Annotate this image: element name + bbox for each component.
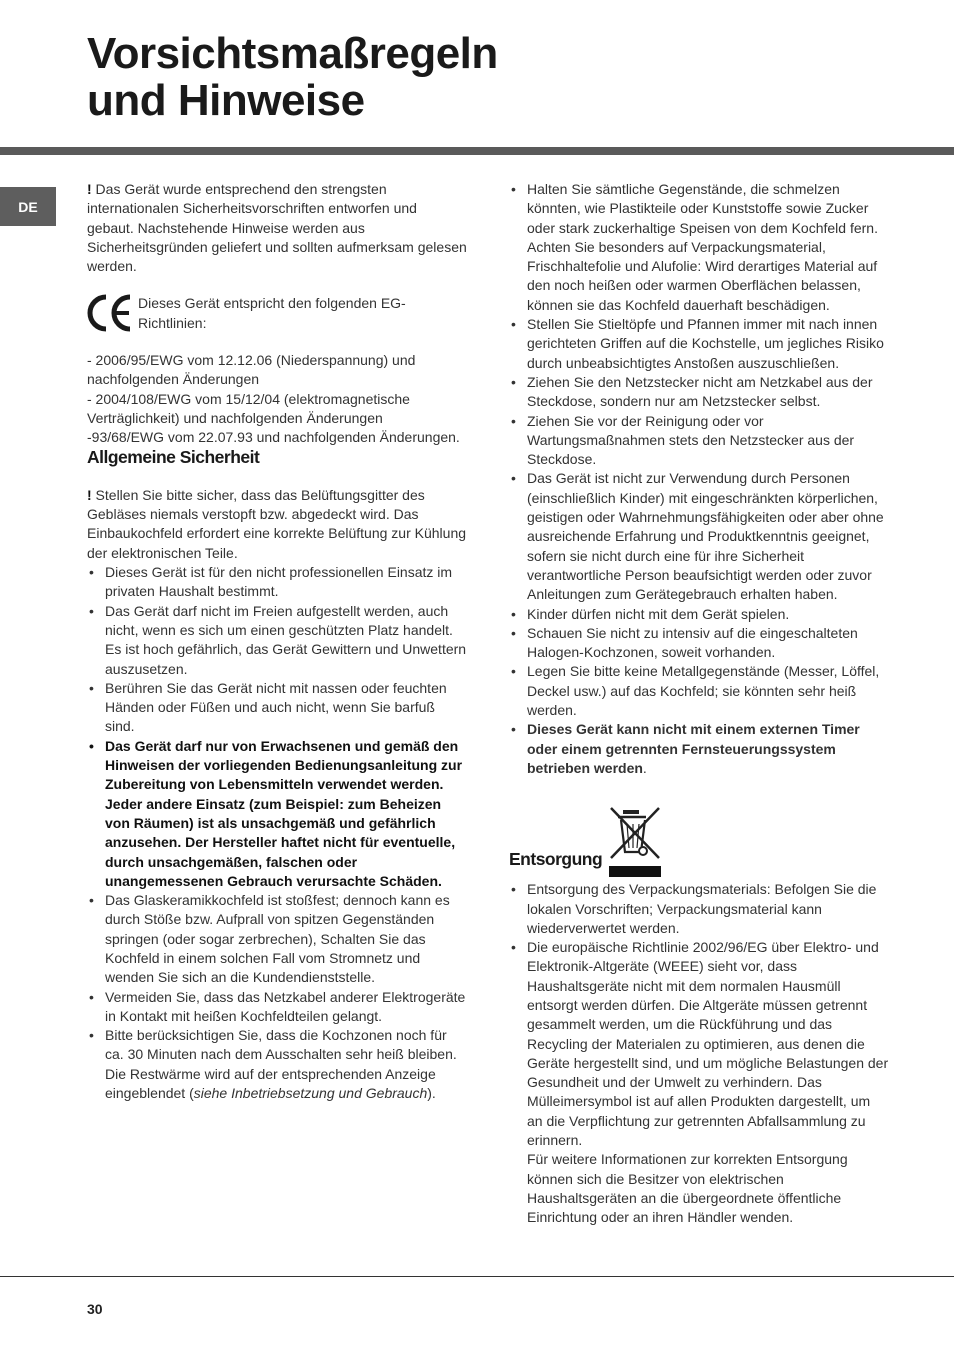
list-item: • Legen Sie bitte keine Metallgegenstände (Messer, Löffel, Deckel usw.) auf das Kochfeld; sie könnten sehr heiß werden. (509, 662, 889, 720)
list-item-end: ). (427, 1085, 436, 1102)
list-item-bold-text: Dieses Gerät kann nicht mit einem externen Timer oder einem getrennten Fernsteuerungssystem betrieben werden (527, 721, 860, 776)
list-item: • Ziehen Sie den Netzstecker nicht am Netzkabel aus der Steckdose, sondern nur am Netzstecker selbst. (509, 373, 889, 412)
footer-divider (0, 1276, 954, 1277)
directive-item: - 2004/108/EWG vom 15/12/04 (elektromagnetische Verträglichkeit) und nachfolgenden Änderungen (87, 390, 410, 426)
list-item: • Dieses Gerät ist für den nicht professionellen Einsatz im privaten Haushalt bestimmt. (87, 563, 467, 602)
list-item: • Das Gerät darf nicht im Freien aufgestellt werden, auch nicht, wenn es sich um einen geschützten Platz handelt. Es ist hoch gefährlich, das Gerät Gewittern und Unwettern auszusetzen. (87, 602, 467, 679)
list-item: • Ziehen Sie vor der Reinigung oder vor Wartungsmaßnahmen stets den Netzstecker aus der Steckdose. (509, 412, 889, 470)
page-title (87, 30, 498, 124)
disposal-list (509, 880, 889, 1227)
directive-list (87, 351, 467, 447)
list-item-text: Bitte berücksichtigen Sie, dass die Kochzonen noch für ca. 30 Minuten nach dem Ausschalten sehr heiß bleiben. Die Restwärme wird auf der entsprechenden Anzeige eingeblendet ( (105, 1027, 457, 1102)
section-heading-safety: Allgemeine Sicherheit (87, 446, 260, 467)
list-item (509, 938, 889, 1227)
directive-item: -93/68/EWG vom 22.07.93 und nachfolgenden Änderungen. (87, 429, 460, 446)
ce-mark-icon (87, 294, 133, 332)
safety-intro (87, 486, 467, 563)
section-heading-disposal: Entsorgung (509, 848, 603, 869)
safety-list (87, 563, 467, 1103)
language-tab: DE (0, 187, 56, 226)
page-title-line-2: und Hinweise (87, 76, 365, 125)
list-item (87, 1026, 467, 1103)
ce-text: Dieses Gerät entspricht den folgenden EG-Richtlinien: (138, 295, 406, 331)
right-column (509, 180, 889, 1228)
safety-intro-text: Stellen Sie bitte sicher, dass das Belüftungsgitter des Gebläses niemals verstopft bzw. abgedeckt wird. Das Einbaukochfeld erfordert eine korrekte Belüftung zur Kühlung der elektronischen Teile. (87, 486, 467, 561)
list-item-extra: Für weitere Informationen zur korrekten Entsorgung können sich die Besitzer von elektrischen Haushaltsgeräten an die übergeordnete öffentliche Einrichtung oder an ihren Händler wenden. (527, 1151, 848, 1226)
intro-text: Das Gerät wurde entsprechend den strengsten internationalen Sicherheitsvorschriften entworfen und gebaut. Nachstehende Hinweise werden aus Sicherheitsgründen geliefert und sollten aufmerksam gelesen werden. (87, 181, 467, 275)
list-item: • Entsorgung des Verpackungsmaterials: Befolgen Sie die lokalen Vorschriften; Verpackungsmaterial kann wiederverwertet werden. (509, 880, 889, 938)
list-item: • Das Glaskeramikkochfeld ist stoßfest; dennoch kann es durch Stöße bzw. Aufprall von spitzen Gegenständen springen (oder sogar zerbrechen), Schalten Sie das Kochfeld in einem solchen Fall vom Stromnetz und wenden Sie sich an die Kundendienststelle. (87, 891, 467, 987)
warning-mark: ! (87, 181, 92, 197)
list-item-end: . (642, 759, 647, 776)
crossed-out-wheelie-bin-icon (607, 804, 663, 880)
list-item: • Stellen Sie Stieltöpfe und Pfannen immer mit nach innen gerichteten Griffen auf die Kochstelle, um jegliches Risiko durch unbeabsichtigtes Anstoßen auszuschließen. (509, 315, 889, 373)
warning-mark: ! (87, 486, 92, 503)
safety-list-continued (509, 180, 889, 778)
list-item: • Berühren Sie das Gerät nicht mit nassen oder feuchten Händen oder Füßen und auch nicht, wenn Sie barfuß sind. (87, 679, 467, 737)
list-item: • Kinder dürfen nicht mit dem Gerät spielen. (509, 605, 889, 624)
list-item: • Halten Sie sämtliche Gegenstände, die schmelzen könnten, wie Plastikteile oder Kunststoffe sowie Zucker oder stark zuckerhaltige Speisen von dem Kochfeld fern. Achten Sie besonders auf Verpackungsmaterial, Frischhaltefolie und Alufolie: Wird derartiges Material auf den noch heißen oder warmen Oberflächen belassen, können sie das Kochfeld dauerhaft beschädigen. (509, 180, 889, 315)
ce-conformity-block (87, 294, 467, 333)
list-item: • Schauen Sie nicht zu intensiv auf die eingeschalteten Halogen-Kochzonen, soweit vorhanden. (509, 624, 889, 663)
list-item-text: Die europäische Richtlinie 2002/96/EG über Elektro- und Elektronik-Altgeräte (WEEE) sieht vor, dass Haushaltsgeräte nicht mit dem normalen Hausmüll entsorgt werden dürfen. Die Altgeräte müssen getrennt gesammelt werden, um die Rückführung und das Recycling der Materialen zu optimieren, aus denen die Geräte hergestellt sind, und um mögliche Belastungen der Gesundheit und der Umwelt zu verhindern. Das Mülleimersymbol ist auf allen Produkten dargestellt, um an die Verpflichtung zur getrennten Abfallsammlung zu erinnern. (527, 939, 889, 1149)
page-title-line-1: Vorsichtsmaßregeln (87, 29, 498, 78)
list-item: • Vermeiden Sie, dass das Netzkabel anderer Elektrogeräte in Kontakt mit heißen Kochfeldteilen gelangt. (87, 988, 467, 1027)
intro-paragraph (87, 180, 467, 276)
list-item-important (509, 720, 889, 778)
list-item-important: • Das Gerät darf nur von Erwachsenen und gemäß den Hinweisen der vorliegenden Bedienungsanleitung zur Zubereitung von Lebensmitteln verwendet werden. Jeder andere Einsatz (zum Beispiel: zum Beheizen von Räumen) ist als unsachgemäß und gefährlich anzusehen. Der Hersteller haftet nicht für eventuelle, durch unsachgemäßen, falschen oder unangemessenen Gebrauch verursachte Schäden. (87, 737, 467, 891)
left-column (87, 180, 467, 1103)
directive-item: - 2006/95/EWG vom 12.12.06 (Niederspannung) und nachfolgenden Änderungen (87, 352, 416, 388)
cross-reference: siehe Inbetriebsetzung und Gebrauch (193, 1085, 428, 1102)
list-item: • Das Gerät ist nicht zur Verwendung durch Personen (einschließlich Kinder) mit eingeschränkten körperlichen, geistigen oder Wahrnehmungsfähigkeiten oder aber ohne ausreichende Erfahrung und Produktkenntnis geeignet, sofern sie nicht durch eine für ihre Sicherheit verantwortliche Person beaufsichtigt werden oder zuvor Anleitungen zum Gerätegebrauch erhalten haben. (509, 469, 889, 604)
header-divider-bar (0, 147, 954, 155)
page-number: 30 (87, 1301, 103, 1317)
disposal-header (509, 804, 889, 880)
